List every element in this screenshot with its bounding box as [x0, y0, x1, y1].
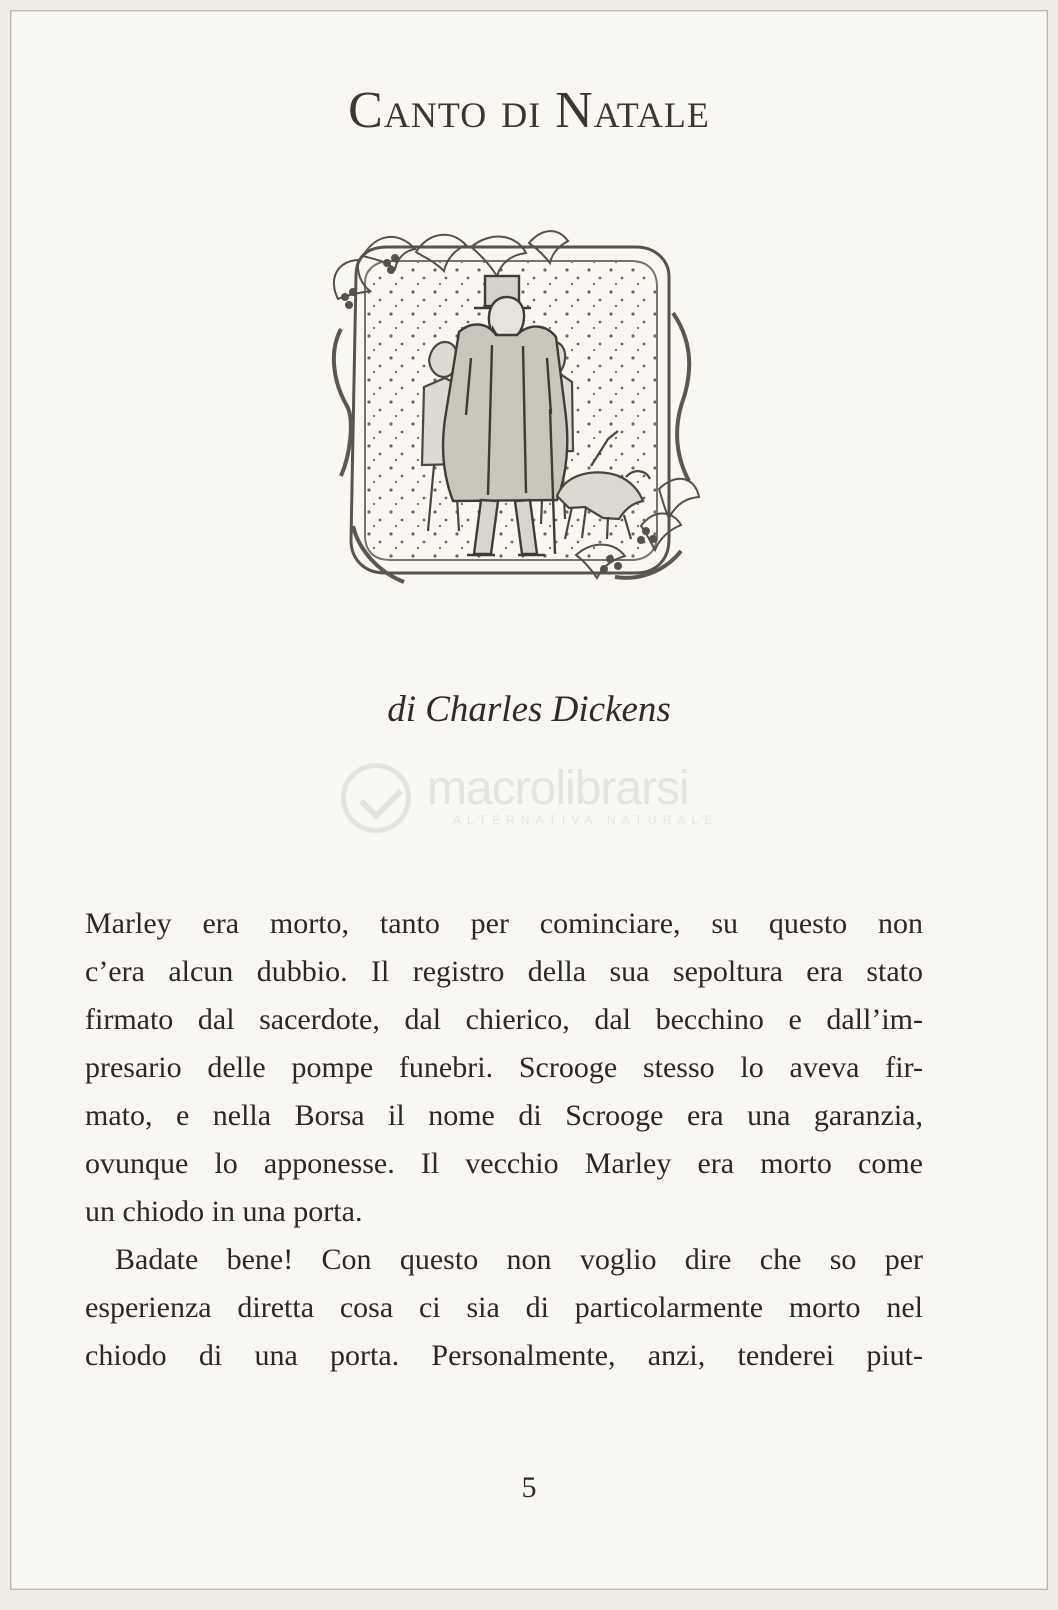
- body-text: [85, 900, 923, 1380]
- author-line: di Charles Dickens: [387, 689, 671, 730]
- text-line: Marley era morto, tanto per cominciare, su questo non: [85, 907, 923, 940]
- watermark: [341, 763, 731, 833]
- text-line: un chiodo in una porta.: [85, 1195, 363, 1228]
- watermark-brand: macrolibrarsi: [427, 762, 689, 815]
- page-title: Canto di Natale: [348, 82, 710, 139]
- paragraph-2: [85, 1236, 923, 1380]
- text-line: presario delle pompe funebri. Scrooge stesso lo aveva fir-: [85, 1051, 923, 1084]
- text-line: Badate bene! Con questo non voglio dire che so per: [115, 1243, 923, 1276]
- scrooge-illustration-svg: [321, 221, 701, 611]
- watermark-check-icon: [341, 763, 411, 833]
- watermark-tagline: ALTERNATIVA NATURALE: [453, 813, 719, 827]
- text-line: firmato dal sacerdote, dal chierico, dal becchino e dall’im-: [85, 1003, 923, 1036]
- book-page: [10, 10, 1048, 1590]
- text-line: ovunque lo apponesse. Il vecchio Marley era morto come: [85, 1147, 923, 1180]
- text-line: esperienza diretta cosa ci sia di particolarmente morto nel: [85, 1291, 923, 1324]
- text-line: c’era alcun dubbio. Il registro della sua sepoltura era stato: [85, 955, 923, 988]
- text-line: mato, e nella Borsa il nome di Scrooge era una garanzia,: [85, 1099, 923, 1132]
- scrooge-illustration: [321, 221, 701, 611]
- page-number: 5: [521, 1471, 537, 1504]
- text-line: chiodo di una porta. Personalmente, anzi, tenderei piut-: [85, 1339, 923, 1372]
- paragraph-1: [85, 900, 923, 1236]
